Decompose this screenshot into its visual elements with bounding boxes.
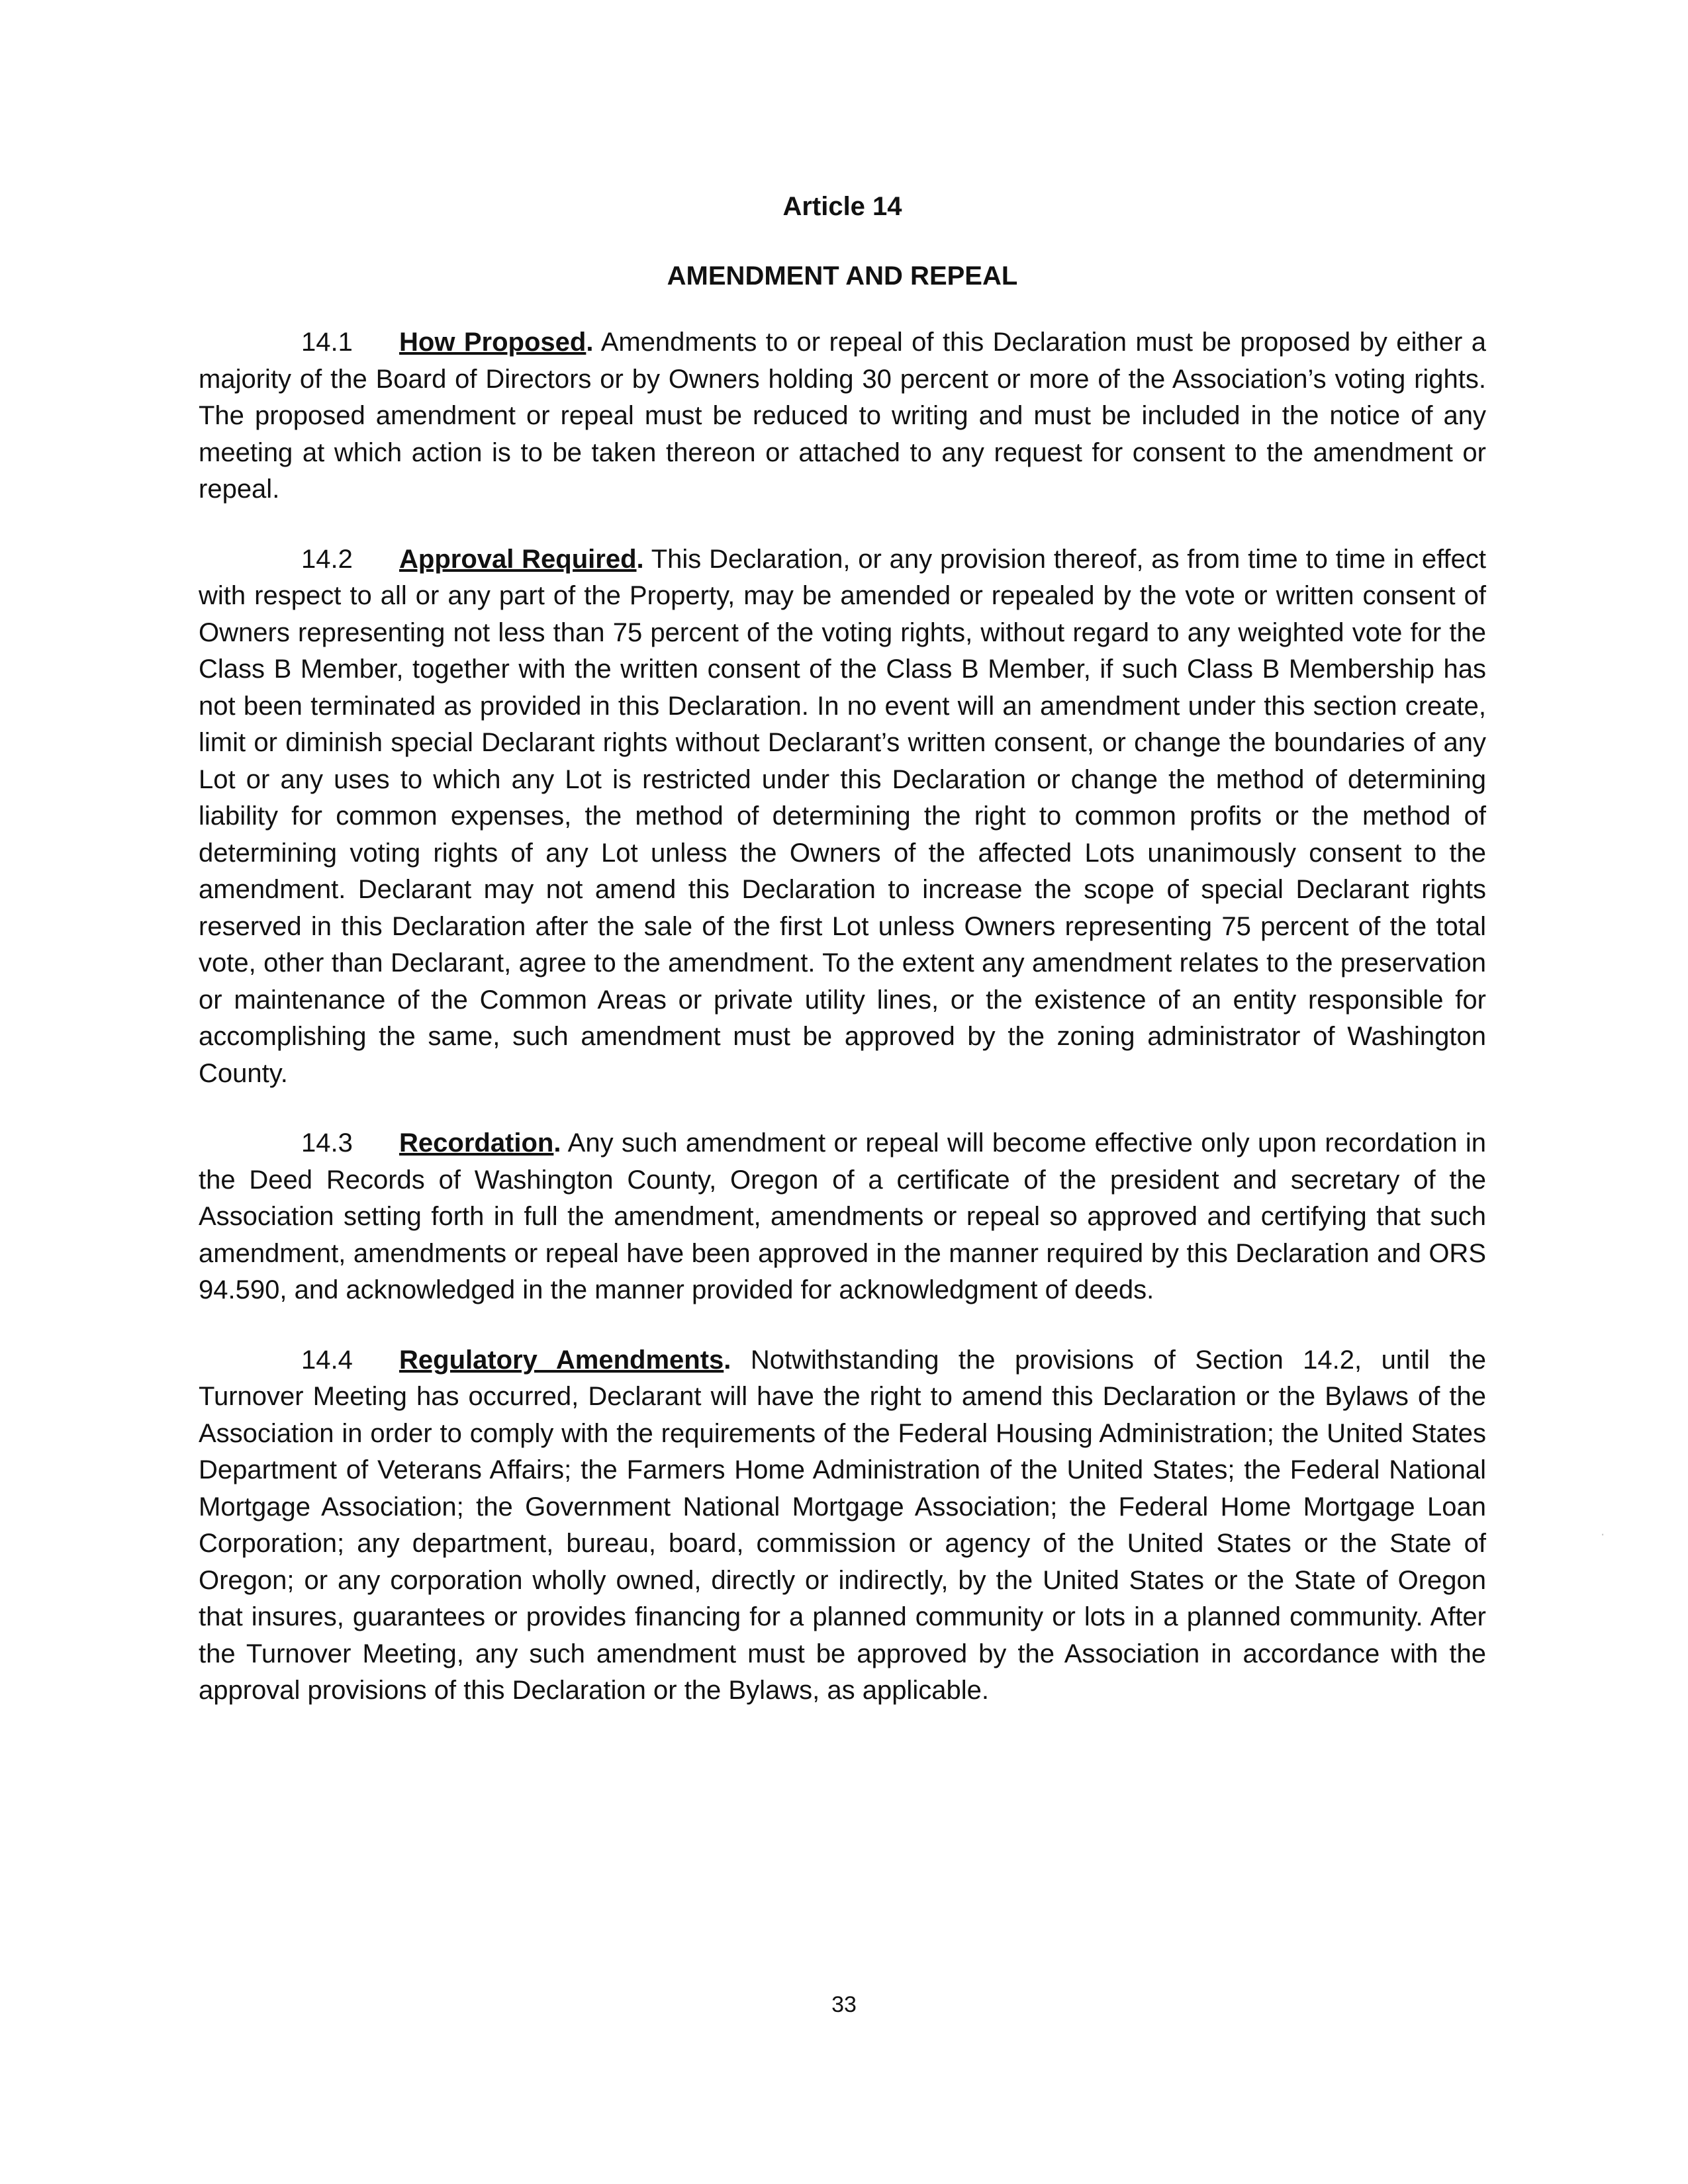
section-body: This Declaration, or any provision thereof, as from time to time in effect with respect to all or any part of the Property, may be amended or repealed by the vote or written consent of Owners representing not less than 75 percent of the voting rights, without regard to any weighted vote for the Class B Member, together with the written consent of the Class B Member, if such Class B Membership has not been terminated as provided in this Declaration. In no event will an amendment under this section create, limit or diminish special Declarant rights without Declarant’s written consent, or change the boundaries of any Lot or any uses to which any Lot is restricted under this Declaration or change the method of determining liability for common expenses, the method of determining the right to common profits or the method of determining voting rights of any Lot unless the Owners of the affected Lots unanimously consent to the amendment. Declarant may not amend this Declaration to increase the scope of special Declarant rights reserved in this Declaration after the sale of the first Lot unless Owners representing 75 percent of the total vote, other than Declarant, agree to the amendment. To the extent any amendment relates to the preservation or maintenance of the Common Areas or private utility lines, or the existence of an entity responsible for accomplishing the same, such amendment must be approved by the zoning administrator of Washington County. — [199, 544, 1486, 1088]
heading-period: . — [553, 1128, 561, 1158]
heading-period: . — [586, 328, 594, 357]
section-number: 14.2 — [301, 544, 353, 574]
article-title: AMENDMENT AND REPEAL — [667, 261, 1018, 291]
section-heading: How Proposed — [399, 328, 586, 357]
heading-period: . — [724, 1345, 731, 1375]
section-14-2 — [199, 541, 1486, 1093]
page-number: 33 — [831, 1992, 857, 2017]
article-label: Article 14 — [782, 192, 902, 221]
section-number: 14.3 — [301, 1128, 353, 1158]
section-body: Amendments to or repeal of this Declaration must be proposed by either a majority of the Board of Directors or by Owners holding 30 percent or more of the Association’s voting rights. The proposed amendment or repeal must be reduced to writing and must be included in the notice of any meeting at which action is to be taken thereon or attached to any request for consent to the amendment or repeal. — [199, 328, 1487, 504]
section-14-4 — [199, 1342, 1486, 1709]
section-14-3 — [199, 1125, 1486, 1309]
document-page — [199, 192, 1486, 1743]
section-heading: Approval Required — [399, 544, 637, 574]
section-body: Notwithstanding the provisions of Section 14.2, until the Turnover Meeting has occurred, Declarant will have the right to amend this Declaration or the Bylaws of the Association in order to comply with the requirements of the Federal Housing Administration; the United States Department of Veterans Affairs; the Farmers Home Administration of the United States; the Federal National Mortgage Association; the Government National Mortgage Association; the Federal Home Mortgage Loan Corporation; any department, bureau, board, commission or agency of the United States or the State of Oregon; or any corporation wholly owned, directly or indirectly, by the United States or the State of Oregon that insures, guarantees or provides financing for a planned community or lots in a planned community. After the Turnover Meeting, any such amendment must be approved by the Association in accordance with the approval provisions of this Declaration or the Bylaws, as applicable. — [199, 1345, 1487, 1705]
section-number: 14.4 — [301, 1345, 353, 1375]
section-heading: Regulatory Amendments — [399, 1345, 724, 1375]
section-14-1 — [199, 324, 1486, 508]
section-heading: Recordation — [399, 1128, 554, 1158]
scan-margin-mark: . — [1601, 1522, 1605, 1539]
section-body: Any such amendment or repeal will become effective only upon recordation in the Deed Records of Washington County, Oregon of a certificate of the president and secretary of the Association setting forth in full the amendment, amendments or repeal so approved and certifying that such amendment, amendments or repeal have been approved in the manner required by this Declaration and ORS 94.590, and acknowledged in the manner provided for acknowledgment of deeds. — [199, 1128, 1487, 1304]
heading-period: . — [636, 544, 644, 574]
section-number: 14.1 — [301, 328, 353, 357]
